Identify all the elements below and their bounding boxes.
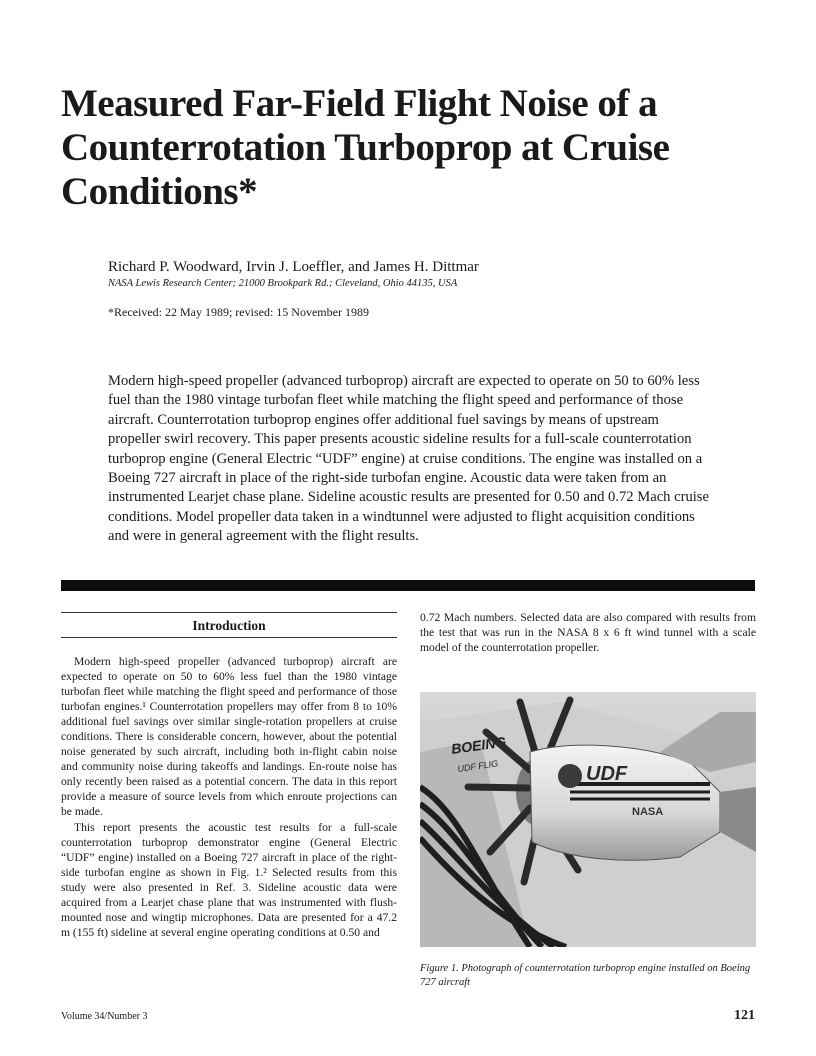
fuselage-udf-flight-text: UDF FLIG (456, 758, 499, 774)
received-dates: *Received: 22 May 1989; revised: 15 November 1989 (108, 305, 369, 319)
abstract: Modern high-speed propeller (advanced turboprop) aircraft are expected to operate on 50 to 60% less fuel than the 1980 vintage turbofan fleet while matching the flight speed and performance of those aircraft. Counterrotation turboprop engines offer additional fuel savings by means of upstream propeller swirl recovery. This paper presents acoustic sideline results for a full-scale counterrotation turboprop engine (General Electric “UDF” engine) at cruise conditions. The engine was installed on a Boeing 727 aircraft in place of the right-side turbofan engine. Acoustic data were taken from an instrumented Learjet chase plane. Sideline acoustic results are presented for 0.50 and 0.72 Mach cruise conditions. Model propeller data taken in a windtunnel were adjusted to flight acquisition conditions and were in general agreement with the flight results. (108, 373, 709, 545)
left-column (61, 654, 397, 940)
figure-1-photo (420, 692, 756, 947)
right-column-text: 0.72 Mach numbers. Selected data are also compared with results from the test that was run in the NASA 8 x 6 ft wind tunnel with a scale model of the counterrotation propeller. (420, 611, 756, 655)
journal-volume: Volume 34/Number 3 (61, 1011, 148, 1022)
affiliation: NASA Lewis Research Center; 21000 Brookpark Rd.; Cleveland, Ohio 44135, USA (108, 278, 458, 289)
paper-title: Measured Far-Field Flight Noise of a Counterrotation Turboprop at Cruise Conditions* (61, 82, 670, 213)
intro-rule-top (61, 612, 397, 613)
figure-caption: Figure 1. Photograph of counterrotation turboprop engine installed on Boeing 727 aircraft (420, 963, 751, 988)
intro-paragraph-2: This report presents the acoustic test results for a full-scale counterrotation turboprop demonstrator engine (General Electric “UDF” engine) installed on a Boeing 727 aircraft in place of the right-side turbofan engine as shown in Fig. 1.² Selected results from this study were also presented in Ref. 3. Sideline acoustic data were acquired from a Learjet chase plane that was instrumented with flush-mounted nose and wingtip microphones. Data are presented for a 47.2 m (155 ft) sideline at several engine operating conditions at 0.50 and (61, 820, 397, 939)
intro-rule-bottom (61, 637, 397, 638)
fuselage-boeing-text: BOEING (450, 733, 508, 757)
section-divider-bar (61, 580, 755, 591)
nacelle-udf-text: UDF (586, 763, 628, 785)
nacelle-nasa-text: NASA (632, 806, 664, 818)
authors: Richard P. Woodward, Irvin J. Loeffler, and James H. Dittmar (108, 259, 479, 275)
page-number: 121 (734, 1008, 755, 1023)
intro-paragraph-1: Modern high-speed propeller (advanced turboprop) aircraft are expected to operate on 50 to 60% less fuel than the 1980 vintage turbofan fleet while matching the flight speed and performance of those turbofan engines.¹ Counterrotation propellers may offer from 8 to 10% additional fuel savings over similar single-rotation propellers at cruise conditions. There is considerable concern, however, about the potential noise generated by such aircraft, including both in-flight cabin noise and community noise during takeoffs and landings. En-route noise has only recently been raised as a potential concern. The data in this report provide a measure of source levels from which enroute projections can be made. (61, 655, 397, 819)
section-heading-introduction: Introduction (192, 618, 266, 633)
